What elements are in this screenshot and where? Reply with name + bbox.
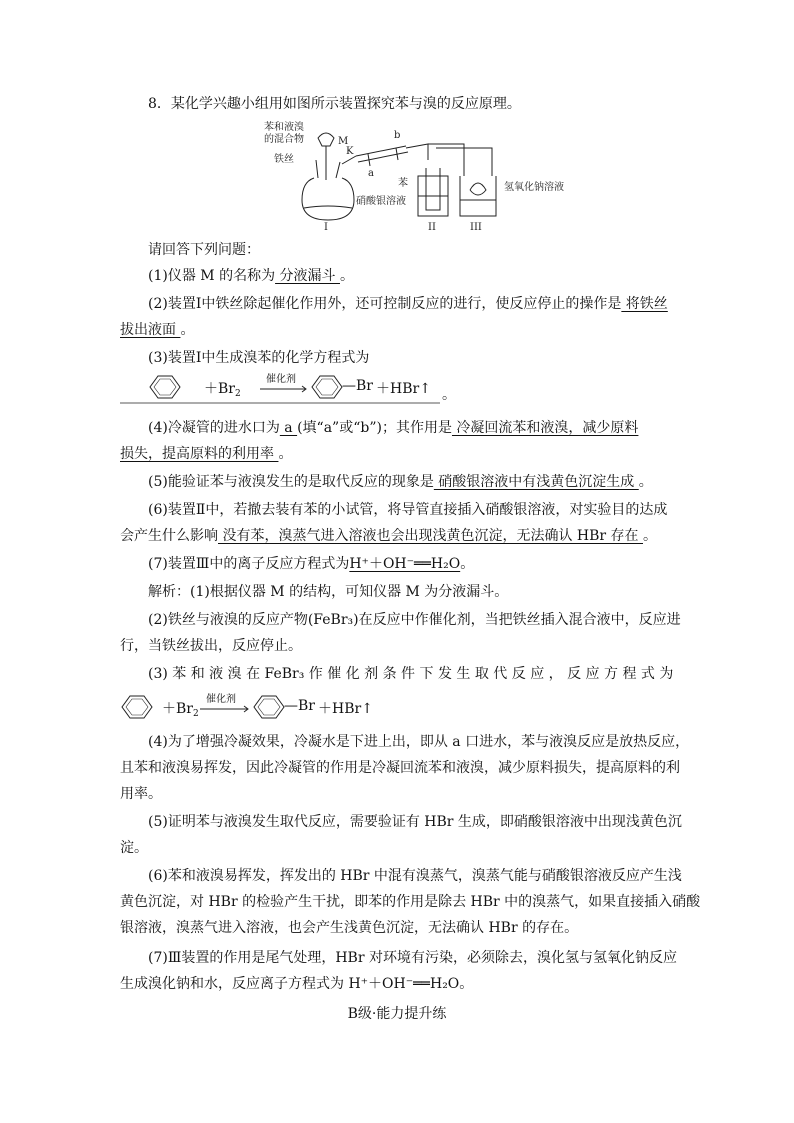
analysis-5-line2: 淀。 <box>120 840 148 856</box>
q1-answer: 分液漏斗 <box>275 268 340 284</box>
analysis-6-line2: 黄色沉淀，对 HBr 的检验产生干扰，即苯的作用是除去 HBr 中的溴蒸气，如果直接插入硝酸 <box>120 894 701 910</box>
prompt: 请回答下列问题： <box>148 242 260 258</box>
analysis-5-line1: (5)证明苯与液溴发生取代反应，需要验证有 HBr 生成，即硝酸银溶液中出现浅黄色沉 <box>148 814 682 830</box>
eq1-end: 。 <box>442 387 456 403</box>
q4-answer-a: a <box>279 420 298 436</box>
eq1-br2: ＋Br <box>204 381 235 397</box>
apparatus-diagram <box>256 120 596 232</box>
analysis-7-line1: (7)Ⅲ装置的作用是尾气处理，HBr 对环境有污染，必须除去，溴化氢与氢氧化钠反应 <box>148 950 677 966</box>
eq2-hbr: ＋HBr↑ <box>318 701 373 717</box>
section-footer: B级·能力提升练 <box>347 1006 447 1022</box>
q4-answer-part1: 冷凝回流苯和液溴，减少原料 <box>451 420 639 436</box>
analysis-7-line2: 生成溴化钠和水，反应离子方程式为 H⁺＋OH⁻══H₂O。 <box>120 976 474 992</box>
label-naoh: 氢氧化钠溶液 <box>504 182 564 193</box>
label-mix: 苯和液溴 <box>264 122 304 133</box>
q3: (3)装置Ⅰ中生成溴苯的化学方程式为 <box>148 350 370 366</box>
analysis-1: 解析：(1)根据仪器 M 的结构，可知仪器 M 为分液漏斗。 <box>148 584 509 600</box>
analysis-2-line2: 行，当铁丝拔出，反应停止。 <box>120 638 302 654</box>
analysis-4-line1: (4)为了增强冷凝效果，冷凝水是下进上出，即从 a 口进水，苯与液溴反应是放热反应， <box>148 734 690 750</box>
label-ii: II <box>428 222 436 232</box>
label-iii: III <box>470 222 482 232</box>
analysis-6-line3: 银溶液，溴蒸气进入溶液，也会产生浅黄色沉淀，无法确认 HBr 的存在。 <box>120 920 579 936</box>
analysis-4-line2: 且苯和液溴易挥发，因此冷凝管的作用是冷凝回流苯和液溴，减少原料损失，提高原料的利 <box>120 760 680 776</box>
analysis-3: (3) 苯 和 液 溴 在 FeBr₃ 作 催 化 剂 条 件 下 发 生 取 代 反 应 ， 反 应 方 程 式 为 <box>148 666 674 682</box>
analysis-4-line3: 用率。 <box>120 786 162 802</box>
eq1-br: —Br <box>342 378 373 394</box>
q2-answer-part2: 拔出液面 <box>120 322 181 338</box>
q4-line1: (4)冷凝管的进水口为 a (填“a”或“b”)；其作用是 冷凝回流苯和液溴，减少原料 <box>148 420 639 436</box>
q2-line1: (2)装置Ⅰ中铁丝除起催化作用外，还可控制反应的进行，使反应停止的操作是 将铁丝 <box>148 296 668 312</box>
eq2-catalyst: 催化剂 <box>206 694 236 705</box>
label-k: K <box>346 146 354 157</box>
label-a: a <box>368 168 374 179</box>
question-title: 8．某化学兴趣小组用如图所示装置探究苯与溴的反应原理。 <box>148 96 521 112</box>
q6-line1: (6)装置Ⅱ中，若撤去装有苯的小试管，将导管直接插入硝酸银溶液，对实验目的达成 <box>148 502 668 518</box>
q6-answer: 没有苯，溴蒸气进入溶液也会出现浅黄色沉淀，无法确认 HBr 存在 <box>218 528 643 544</box>
label-agno3: 硝酸银溶液 <box>356 196 406 207</box>
q2-answer-part1: 将铁丝 <box>621 296 668 312</box>
q5: (5)能验证苯与液溴发生的是取代反应的现象是 硝酸银溶液中有浅黄色沉淀生成 。 <box>148 474 653 490</box>
label-i: I <box>324 222 328 232</box>
eq2-br: —Br <box>284 698 315 714</box>
q6-line2: 会产生什么影响 没有苯，溴蒸气进入溶液也会出现浅黄色沉淀，无法确认 HBr 存在 。 <box>120 528 657 544</box>
eq1-hbr: ＋HBr↑ <box>376 381 431 397</box>
analysis-6-line1: (6)苯和液溴易挥发，挥发出的 HBr 中混有溴蒸气，溴蒸气能与硝酸银溶液反应产生浅 <box>148 868 682 884</box>
label-iron: 铁丝 <box>274 154 294 165</box>
q7-answer: H⁺＋OH⁻══H₂O <box>349 556 461 572</box>
analysis-2-line1: (2)铁丝与液溴的反应产物(FeBr₃)在反应中作催化剂，当把铁丝插入混合液中，反应进 <box>148 612 681 628</box>
label-mix2: 的混合物 <box>264 134 304 145</box>
q2-line2: 拔出液面 。 <box>120 322 195 338</box>
label-b: b <box>394 130 401 141</box>
q4-answer-part2: 损失，提高原料的利用率 <box>120 446 279 462</box>
eq2-br2: ＋Br <box>162 701 193 717</box>
label-benzene: 苯 <box>398 178 408 189</box>
eq1-catalyst: 催化剂 <box>266 374 296 385</box>
q7: (7)装置Ⅲ中的离子反应方程式为H⁺＋OH⁻══H₂O。 <box>148 556 475 572</box>
q5-answer: 硝酸银溶液中有浅黄色沉淀生成 <box>433 474 639 490</box>
q1: (1)仪器 M 的名称为 分液漏斗 。 <box>148 268 354 284</box>
q4-line2: 损失，提高原料的利用率 。 <box>120 446 293 462</box>
label-m: M <box>338 136 349 147</box>
